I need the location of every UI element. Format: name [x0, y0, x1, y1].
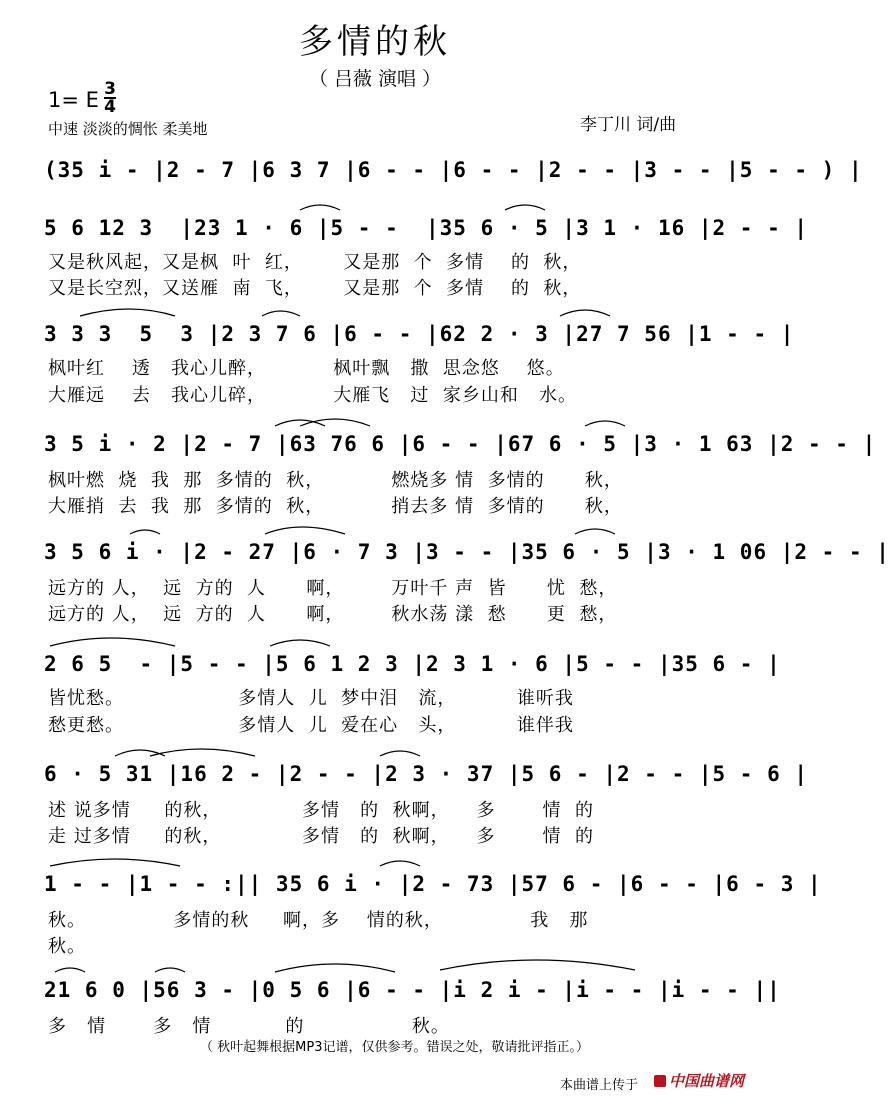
upload-notice: 本曲谱上传于	[560, 1078, 639, 1093]
lyric-line-7a: 述 说多情 的秋， 多情 的 秋啊， 多 情 的	[48, 800, 594, 821]
site-logo[interactable]	[654, 1070, 744, 1091]
key-signature: 1= E	[48, 88, 99, 112]
lyric-line-7b: 走 过多情 的秋， 多情 的 秋啊， 多 情 的	[48, 826, 594, 847]
lyric-line-4b: 大雁捎 去 我 那 多情的 秋， 捎去多 情 多情的 秋，	[48, 496, 623, 517]
time-signature-bottom: 4	[104, 97, 116, 117]
lyric-line-2a: 又是秋风起，又是枫 叶 红， 又是那 个 多情 的 秋，	[48, 252, 582, 273]
lyric-line-2b: 又是长空烈，又送雁 南 飞， 又是那 个 多情 的 秋，	[48, 278, 582, 299]
footnote: （ 秋叶起舞根据MP3记谱，仅供参考。错误之处，敬请批评指正。）	[200, 1040, 589, 1055]
logo-icon	[654, 1075, 666, 1087]
logo-text: 中国曲谱网	[669, 1072, 745, 1090]
score-line-6: 2 6 5 - |5 - - |5 6 1 2 3 |2 3 1 · 6 |5 - - |35 6 - |	[44, 652, 781, 676]
lyric-line-4a: 枫叶燃 烧 我 那 多情的 秋， 燃烧多 情 多情的 秋，	[48, 470, 623, 491]
score-line-7: 6 · 5 31 |16 2 - |2 - - |2 3 · 37 |5 6 - |2 - - |5 - 6 |	[44, 762, 809, 786]
score-line-3: 3 3 3 5 3 |2 3 7 6 |6 - - |62 2 · 3 |27 7 56 |1 - - |	[44, 322, 795, 346]
lyric-line-8b: 秋。	[48, 936, 86, 957]
composer-credit: 李丁川 词/曲	[580, 115, 677, 135]
lyric-line-3b: 大雁远 去 我心儿碎， 大雁飞 过 家乡山和 水。	[48, 385, 578, 406]
score-line-4: 3 5 i · 2 |2 - 7 |63 76 6 |6 - - |67 6 · 5 |3 · 1 63 |2 - - |	[44, 432, 877, 456]
score-line-5: 3 5 6 i · |2 - 27 |6 · 7 3 |3 - - |35 6 · 5 |3 · 1 06 |2 - - |	[44, 540, 890, 564]
time-signature	[104, 79, 116, 117]
score-line-1: (35 i - |2 - 7 |6 3 7 |6 - - |6 - - |2 - - |3 - - |5 - - ) |	[44, 158, 863, 182]
lyric-line-3a: 枫叶红 透 我心儿醉， 枫叶飘 撒 思念悠 悠。	[48, 358, 565, 379]
score-line-9: 21 6 0 |56 3 - |0 5 6 |6 - - |i 2 i - |i - - |i - - ||	[44, 978, 781, 1002]
lyric-line-6a: 皆忧愁。 多情人 儿 梦中泪 流， 谁听我	[48, 688, 574, 709]
page-title: 多情的秋	[299, 22, 451, 62]
lyric-line-6b: 愁更愁。 多情人 儿 爱在心 头， 谁伴我	[48, 715, 574, 736]
tempo-marking: 中速 淡淡的惆怅 柔美地	[48, 120, 208, 138]
time-signature-top: 3	[104, 79, 116, 99]
lyric-line-5a: 远方的 人， 远 方的 人 啊， 万叶千 声 皆 忧 愁，	[48, 578, 618, 599]
lyric-line-9a: 多 情 多 情 的 秋。	[48, 1016, 450, 1037]
lyric-line-5b: 远方的 人， 远 方的 人 啊， 秋水荡 漾 愁 更 愁，	[48, 604, 618, 625]
score-line-8: 1 - - |1 - - :|| 35 6 i · |2 - 73 |57 6 - |6 - - |6 - 3 |	[44, 872, 822, 896]
score-line-2: 5 6 12 3 |23 1 · 6 |5 - - |35 6 · 5 |3 1 · 16 |2 - - |	[44, 216, 809, 240]
lyric-line-8a: 秋。 多情的秋 啊，多 情的秋， 我 那	[48, 910, 589, 931]
singer-credit: （ 吕薇 演唱 ）	[308, 68, 442, 90]
